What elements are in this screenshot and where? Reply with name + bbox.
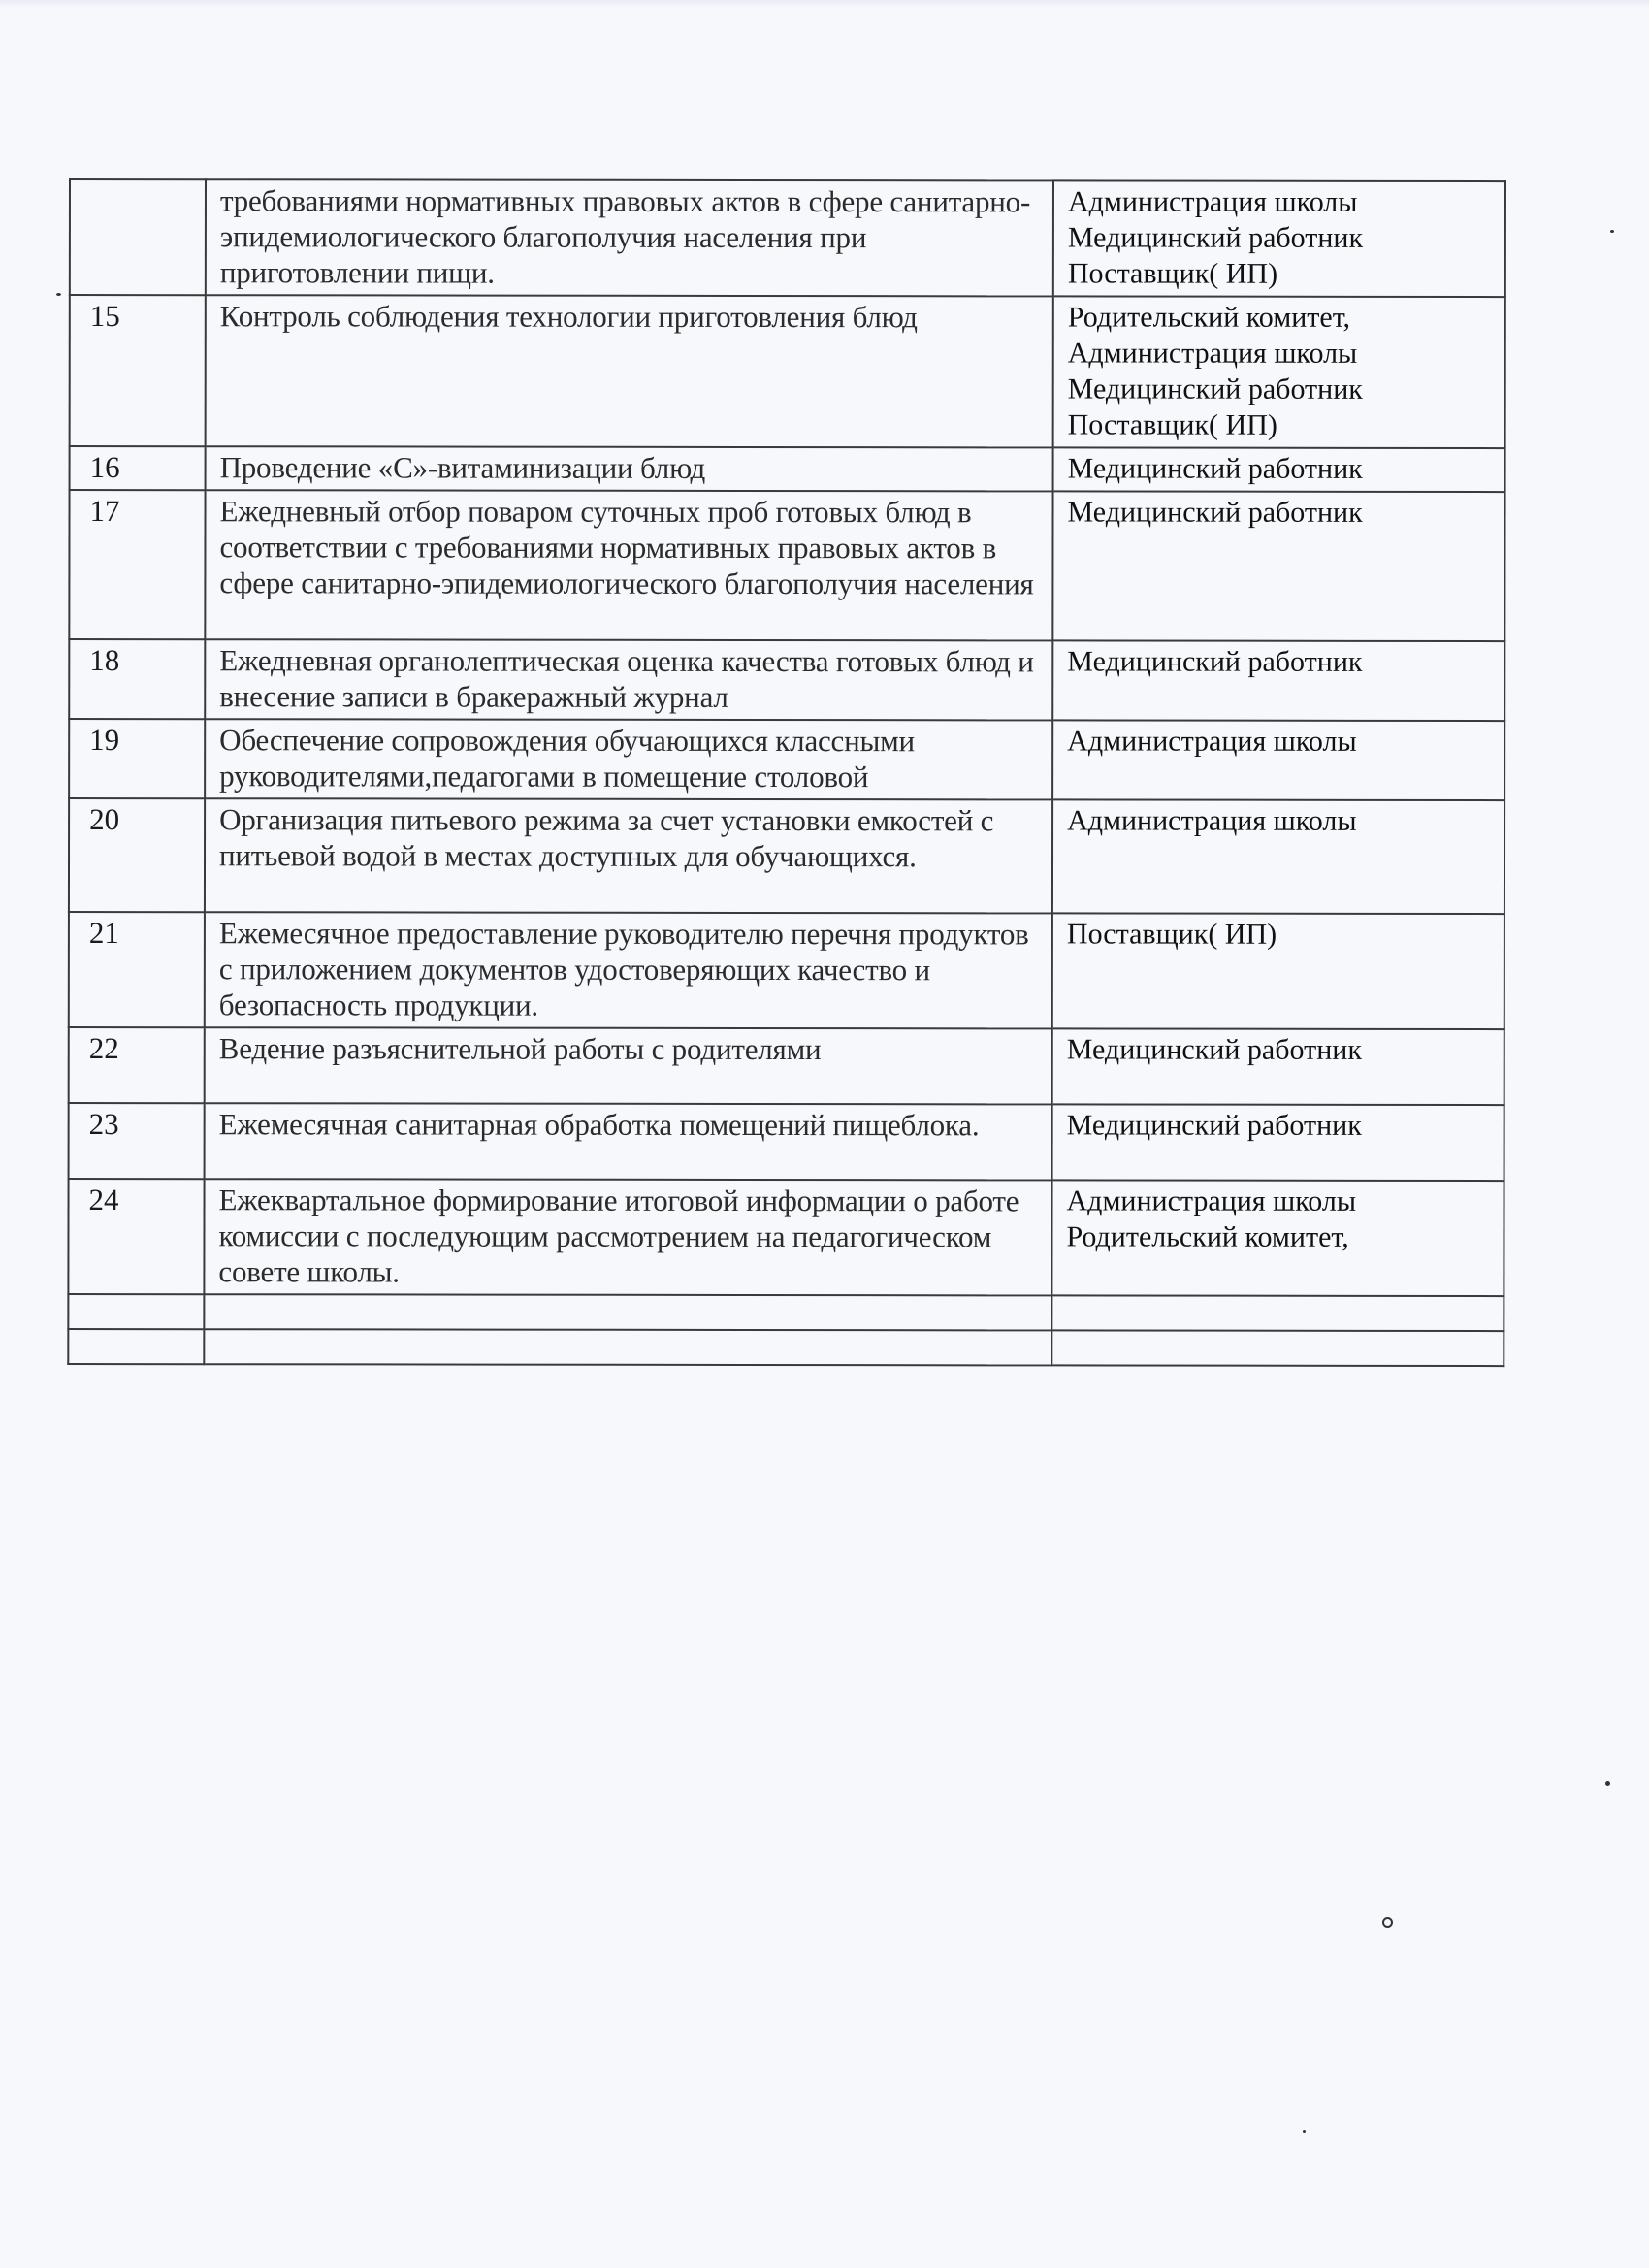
row-action: Организация питьевого режима за счет установки емкостей с питьевой водой в местах доступных для обучающихся.	[205, 798, 1052, 913]
table-row	[69, 1103, 1504, 1181]
responsible-party: Медицинский работник	[1067, 645, 1363, 678]
responsible-party: Родительский комитет,	[1067, 301, 1351, 334]
row-action: Обеспечение сопровождения обучающихся классными руководителями,педагогами в помещение столовой	[205, 719, 1052, 799]
row-action	[204, 1294, 1051, 1330]
row-responsible	[1051, 1295, 1504, 1331]
table-row	[70, 295, 1505, 448]
row-action: требованиями нормативных правовых актов в сфере санитарно-эпидемиологического благополучия населения при приготовлении пищи.	[206, 179, 1053, 296]
row-action	[204, 1329, 1051, 1365]
scan-top-edge	[0, 0, 1649, 8]
table-row	[69, 639, 1504, 721]
responsible-party: Администрация школы	[1067, 804, 1357, 837]
row-responsible	[1052, 491, 1504, 641]
table-row	[70, 179, 1505, 297]
row-number: 17	[69, 490, 205, 639]
row-responsible	[1052, 913, 1504, 1029]
table-row	[70, 446, 1505, 492]
responsible-party: Родительский комитет,	[1066, 1220, 1349, 1253]
responsible-party: Администрация школы	[1067, 337, 1358, 370]
measures-table	[67, 178, 1506, 1367]
responsible-party: Администрация школы	[1067, 725, 1357, 758]
responsible-party: Медицинский работник	[1067, 496, 1363, 529]
row-number: 18	[69, 639, 205, 719]
responsible-party: Поставщик( ИП)	[1067, 257, 1278, 290]
row-action: Контроль соблюдения технологии приготовления блюд	[206, 295, 1053, 447]
scan-speck	[1382, 1917, 1393, 1928]
row-responsible	[1051, 1180, 1504, 1296]
row-responsible	[1052, 799, 1504, 914]
row-number: 21	[69, 912, 205, 1027]
row-responsible	[1053, 447, 1505, 492]
row-responsible	[1053, 180, 1505, 297]
responsible-party: Медицинский работник	[1066, 1033, 1362, 1066]
table-row	[69, 912, 1504, 1029]
responsible-party: Медицинский работник	[1067, 452, 1363, 485]
responsible-party: Медицинский работник	[1066, 1109, 1362, 1142]
table-row	[68, 1179, 1504, 1296]
row-number: 24	[68, 1179, 204, 1294]
scan-speck	[56, 293, 61, 296]
row-action: Ежемесячное предоставление руководителю перечня продуктов с приложением документов удостоверяющих качество и безопасность продукции.	[205, 912, 1052, 1028]
table-row	[69, 719, 1504, 800]
row-number	[68, 1329, 204, 1364]
row-number: 15	[70, 295, 206, 446]
row-action: Ежемесячная санитарная обработка помещений пищеблока.	[205, 1103, 1052, 1180]
responsible-party: Поставщик( ИП)	[1067, 408, 1277, 441]
row-responsible	[1051, 1330, 1504, 1366]
row-action: Ежедневная органолептическая оценка качества готовых блюд и внесение записи в бракеражный журнал	[205, 639, 1052, 720]
row-action: Ведение разъяснительной работы с родителями	[205, 1027, 1052, 1104]
row-action: Проведение «С»-витаминизации блюд	[206, 446, 1053, 491]
responsible-party: Медицинский работник	[1067, 221, 1364, 254]
scan-speck	[1605, 1781, 1610, 1786]
responsible-party: Администрация школы	[1067, 185, 1358, 218]
table-row-empty	[68, 1294, 1504, 1331]
table-row	[69, 798, 1504, 914]
row-number: 20	[69, 798, 205, 912]
row-action: Ежедневный отбор поваром суточных проб готовых блюд в соответствии с требованиями нормативных правовых актов в сфере санитарно-эпидемиологического благополучия населения	[205, 490, 1052, 640]
row-number: 22	[69, 1027, 205, 1103]
table-row-empty	[68, 1329, 1504, 1366]
row-number: 23	[69, 1103, 205, 1179]
row-action: Ежеквартальное формирование итоговой информации о работе комиссии с последующим рассмотрением на педагогическом совете школы.	[204, 1179, 1051, 1295]
scan-speck	[1610, 230, 1614, 233]
row-responsible	[1052, 1104, 1504, 1181]
table-row	[69, 490, 1504, 641]
row-number: 19	[69, 719, 205, 798]
table-row	[69, 1027, 1504, 1105]
responsible-party: Медицинский работник	[1067, 373, 1363, 405]
row-responsible	[1052, 720, 1504, 800]
row-number: 16	[70, 446, 206, 490]
row-number	[68, 1294, 204, 1329]
row-responsible	[1052, 1028, 1504, 1105]
scan-speck	[1303, 2130, 1306, 2133]
row-responsible	[1053, 296, 1505, 448]
row-responsible	[1052, 640, 1504, 721]
responsible-party: Администрация школы	[1066, 1184, 1357, 1217]
row-number	[70, 179, 206, 295]
responsible-party: Поставщик( ИП)	[1066, 918, 1277, 951]
